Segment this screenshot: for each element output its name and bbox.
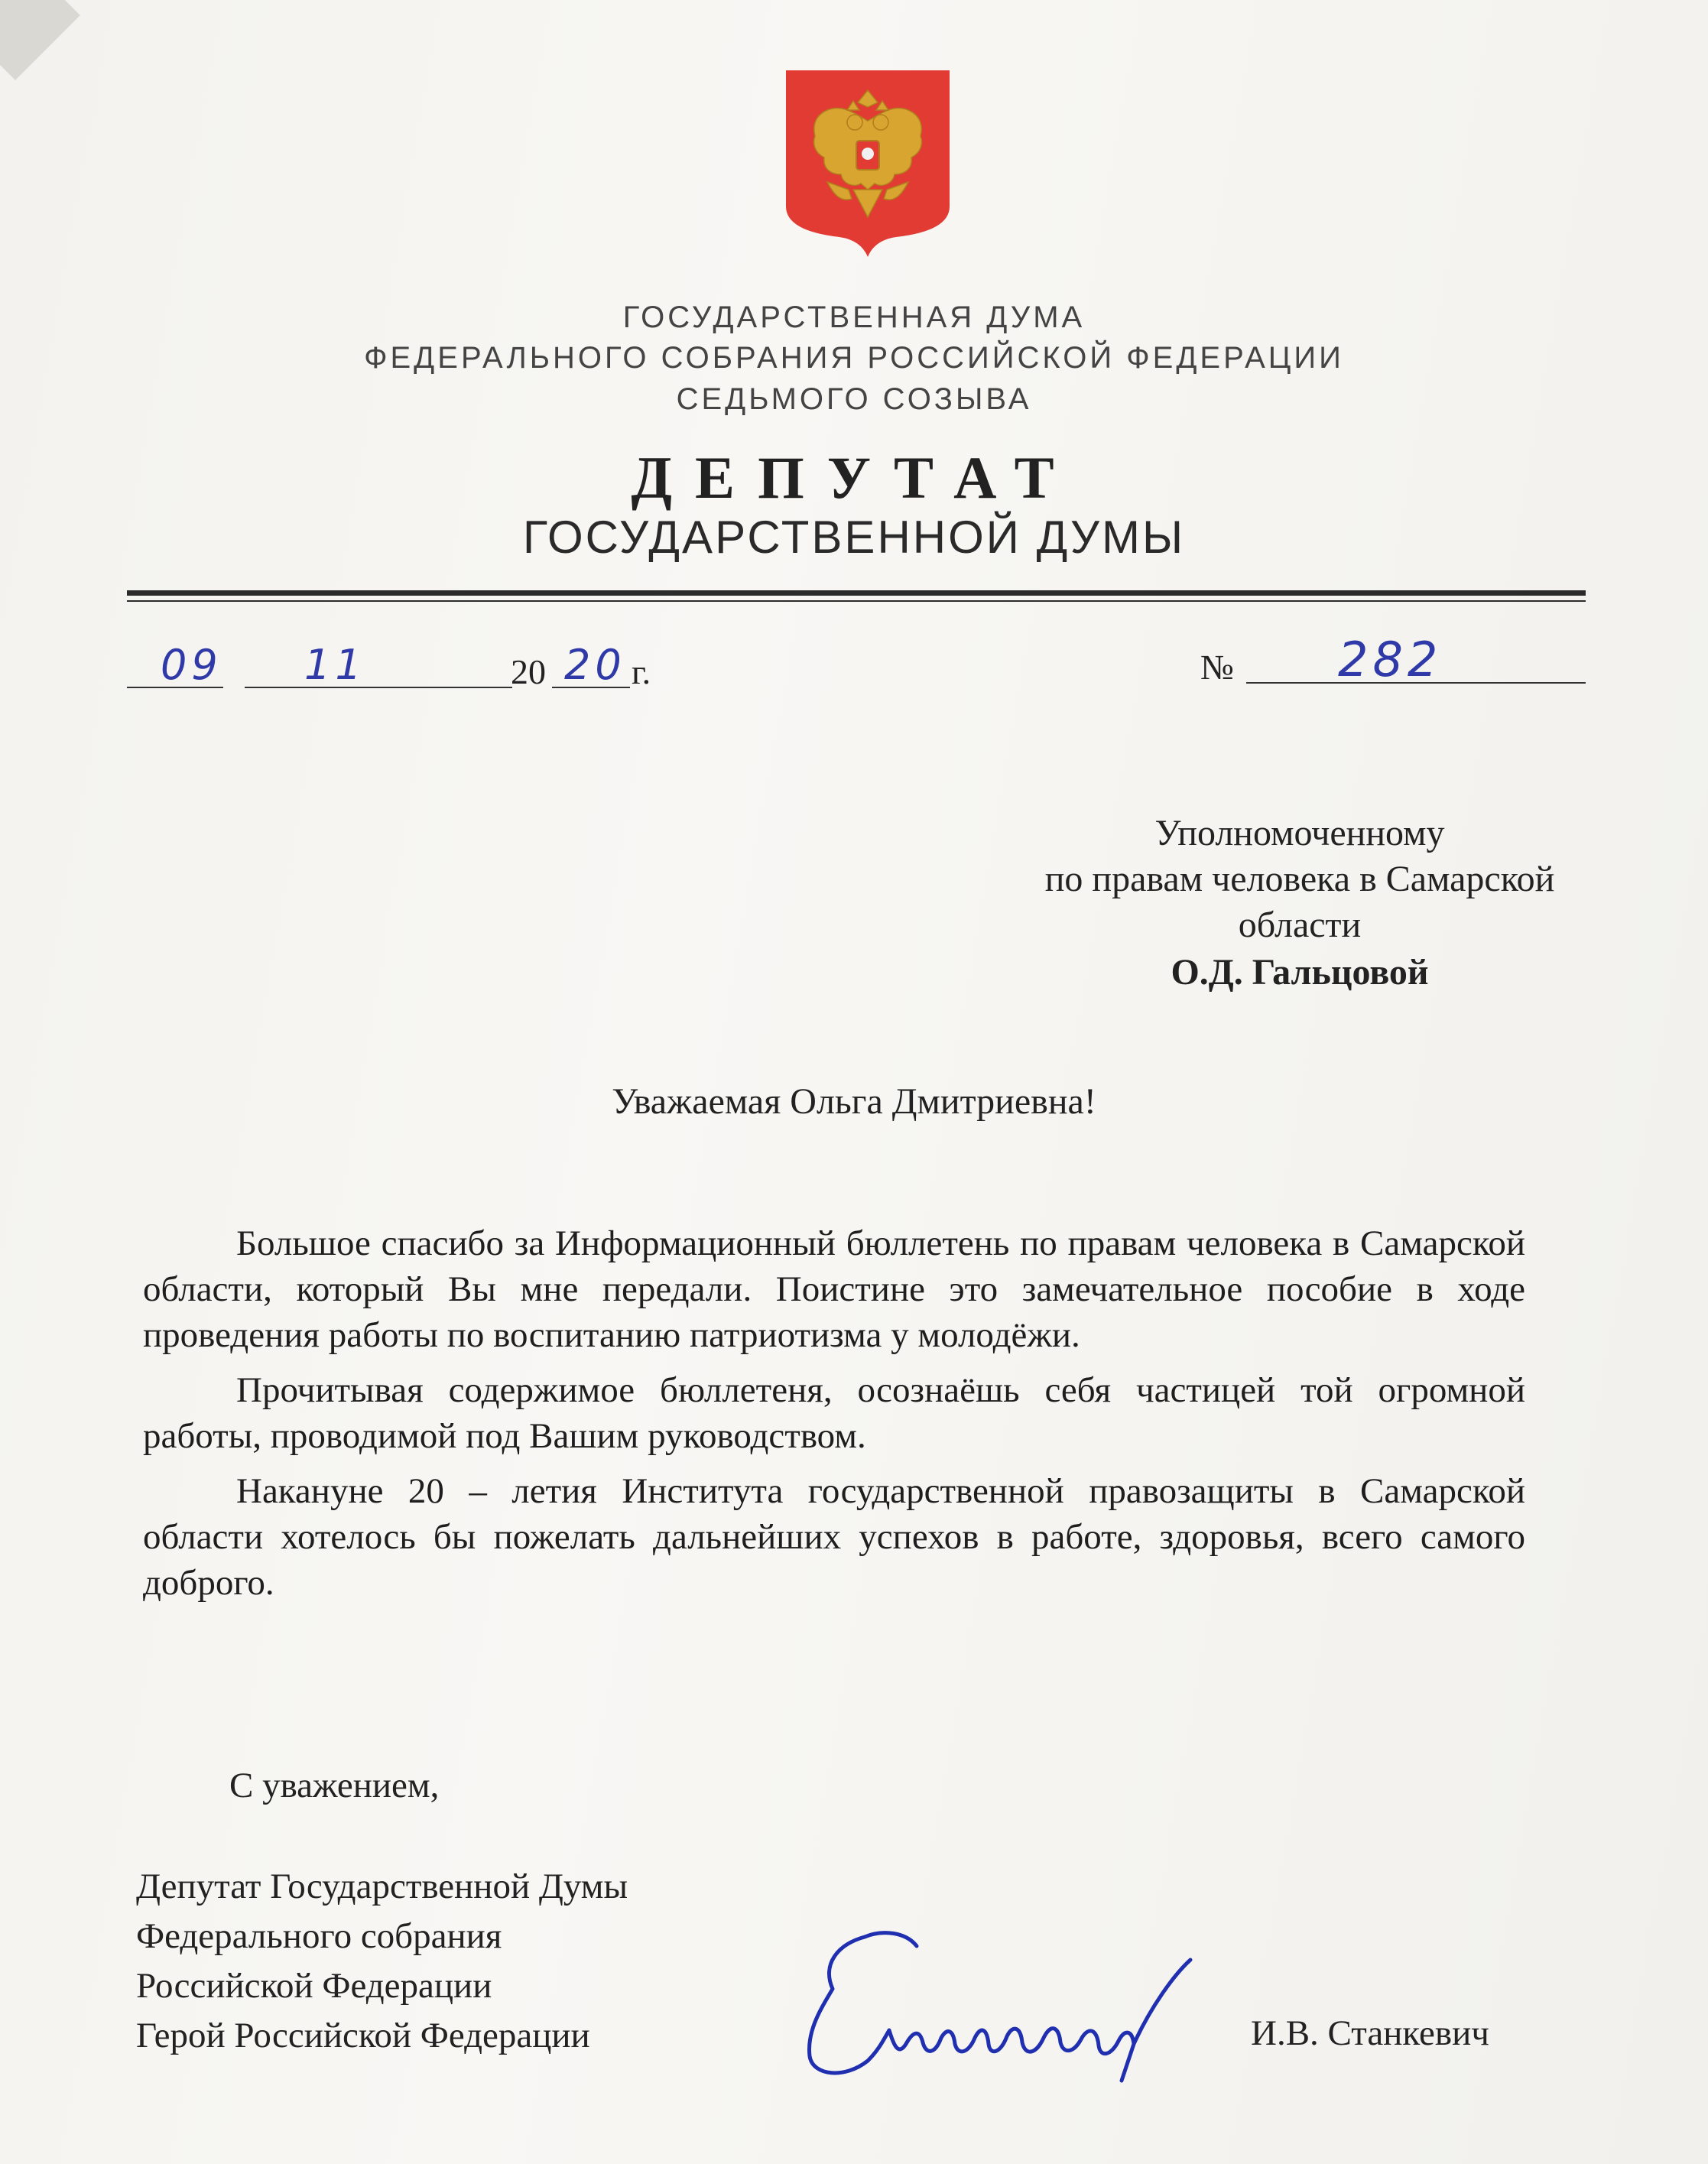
letter-body	[143, 1220, 1525, 1615]
position-line3: Российской Федерации	[136, 1966, 492, 2006]
date-month-underline	[245, 687, 512, 688]
date-month: 11	[304, 641, 366, 689]
date-year-unit: г.	[632, 652, 651, 691]
addressee-line2: по правам человека в Самарской	[1044, 859, 1555, 899]
body-paragraph-2: Прочитывая содержимое бюллетеня, осознаёшь себя частицей той огромной работы, проводимой под Вашим руководством.	[143, 1370, 1525, 1456]
date-day: 09	[161, 641, 222, 689]
addressee-line1: Уполномоченному	[1154, 813, 1445, 853]
org-name-line1: ГОСУДАРСТВЕННАЯ ДУМА	[622, 301, 1086, 334]
date-year-suffix: 20	[564, 641, 626, 689]
header-divider-thin	[127, 600, 1586, 602]
letter-title: ДЕПУТАТ	[631, 444, 1077, 511]
header-divider	[127, 590, 1586, 596]
position-line1: Депутат Государственной Думы	[136, 1867, 628, 1906]
position-line2: Федерального собрания	[136, 1916, 502, 1956]
page-corner	[0, 0, 80, 80]
body-paragraph-3: Накануне 20 – летия Института государственной правозащиты в Самарской области хотелось бы пожелать дальнейших успехов в работе, здоровья, всего самого доброго.	[143, 1471, 1525, 1603]
russian-coat-of-arms-icon	[781, 67, 954, 258]
handwritten-signature	[791, 1915, 1204, 2091]
salutation: Уважаемая Ольга Дмитриевна!	[612, 1081, 1096, 1122]
addressee-name: О.Д. Гальцовой	[1171, 952, 1429, 993]
signer-position	[136, 1862, 628, 2061]
body-paragraph-1: Большое спасибо за Информационный бюллетень по правам человека в Самарской области, который Вы мне передали. Поистине это замечательное пособие в ходе проведения работы по воспитанию патриотизма у молодёжи.	[143, 1223, 1525, 1355]
signer-name: И.В. Станкевич	[1251, 2013, 1489, 2053]
org-name-line2: ФЕДЕРАЛЬНОГО СОБРАНИЯ РОССИЙСКОЙ ФЕДЕРАЦИИ	[364, 341, 1344, 375]
closing-regards: С уважением,	[229, 1766, 440, 1805]
addressee-line3: области	[1238, 905, 1362, 945]
date-year-prefix: 20	[511, 652, 546, 691]
reg-number-label: №	[1200, 648, 1234, 687]
reg-number: 282	[1338, 632, 1443, 687]
org-name-line3: СЕДЬМОГО СОЗЫВА	[676, 382, 1032, 416]
position-line4: Герой Российской Федерации	[136, 2016, 590, 2055]
letter-subtitle: ГОСУДАРСТВЕННОЙ ДУМЫ	[522, 512, 1186, 563]
